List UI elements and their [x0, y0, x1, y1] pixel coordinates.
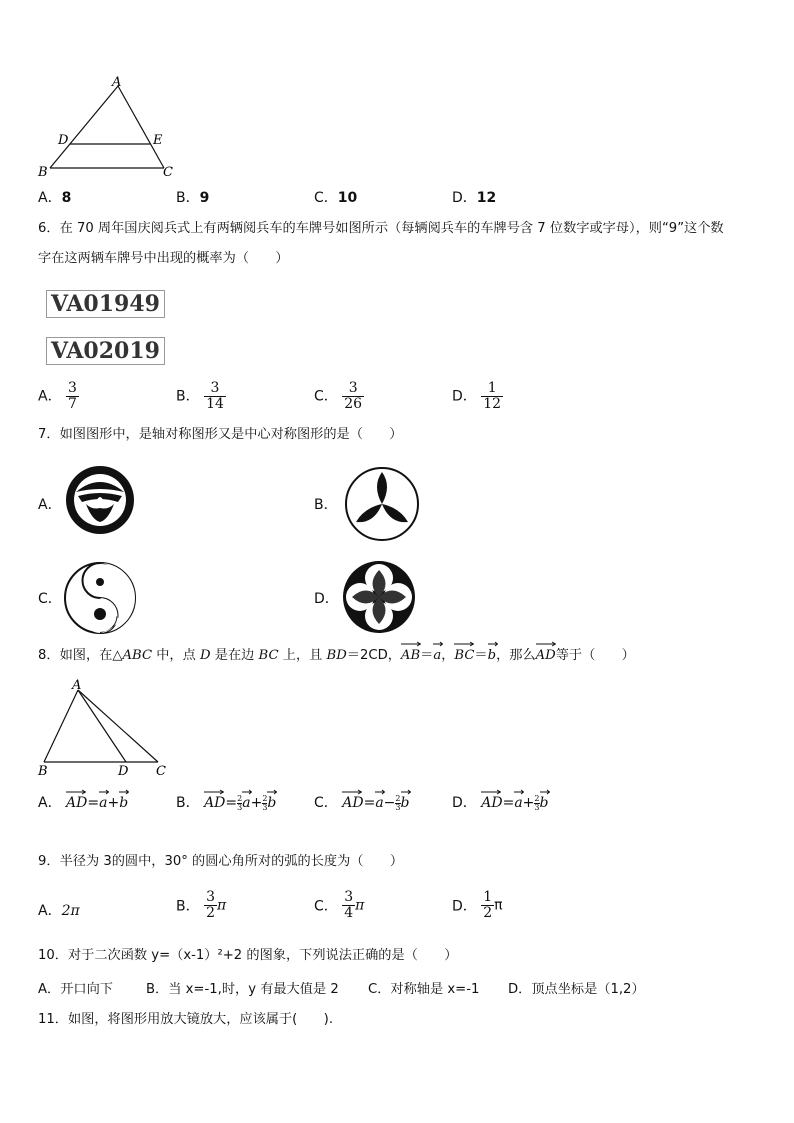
vector-b [119, 795, 128, 811]
option-letter: D． [452, 898, 477, 915]
q5-label-A: A [112, 76, 122, 90]
option-letter: D． [452, 388, 477, 405]
numerator: 2 [262, 793, 268, 803]
triangle-name: ABC [122, 648, 153, 663]
q5-option-a[interactable] [38, 187, 71, 207]
q6-stem-line2: 字在这两辆车牌号中出现的概率为（ ） [38, 251, 289, 266]
q9-stem: 9．半径为 3的圆中，30° 的圆心角所对的弧的长度为（ ） [38, 854, 404, 869]
text: + [522, 795, 535, 811]
option-letter: A． [38, 982, 61, 997]
q10-option-b[interactable] [146, 978, 339, 997]
fraction [481, 381, 503, 412]
option-letter: B． [176, 795, 200, 811]
q8-label-B: B [38, 764, 48, 778]
denominator: 4 [344, 905, 354, 921]
numerator: 1 [487, 380, 497, 396]
vector-b [401, 795, 410, 811]
fraction [342, 890, 355, 921]
vector-a [375, 795, 383, 811]
option-value: 8 [61, 190, 72, 206]
option-letter: D． [452, 190, 477, 206]
numerator: 3 [68, 380, 77, 396]
text: ，那么 [496, 648, 536, 663]
pi-symbol: π [494, 897, 503, 914]
numerator: 3 [348, 380, 358, 396]
option-text: 对称轴是 x=-1 [390, 982, 480, 997]
q7-symbol-b-icon [342, 464, 422, 544]
vector-b [488, 647, 496, 665]
option-value: 2π [61, 903, 80, 919]
text: + [250, 795, 263, 811]
q5-option-b[interactable] [176, 187, 209, 207]
text: ＝ [420, 648, 434, 663]
text: 是在边 [210, 648, 259, 663]
numerator: 3 [344, 889, 354, 905]
option-letter: C． [314, 795, 338, 811]
denominator: 3 [534, 802, 540, 812]
vector-label: b [119, 795, 129, 811]
vector-a [433, 647, 441, 665]
option-text: 开口向下 [60, 982, 113, 997]
q7-option-a[interactable] [38, 494, 62, 514]
q8-option-d[interactable] [452, 792, 548, 812]
vector-label: AD [66, 795, 88, 811]
q9-option-d[interactable] [452, 890, 503, 921]
q8-triangle-figure [34, 678, 174, 778]
q9-option-b[interactable] [176, 890, 226, 921]
denominator: 26 [344, 396, 363, 412]
fraction [204, 381, 226, 412]
vector-label: a [375, 795, 384, 811]
q7-option-b[interactable] [314, 494, 338, 514]
vector-ad [204, 795, 225, 811]
q10-option-d[interactable] [508, 978, 645, 997]
text: 等于（ ） [555, 648, 635, 663]
denominator: 12 [483, 396, 502, 412]
vector-ab [401, 647, 420, 665]
fraction [204, 890, 217, 921]
numerator: 3 [206, 889, 215, 905]
option-letter: D． [452, 795, 477, 811]
text: ， [387, 648, 401, 663]
q7-option-c[interactable] [38, 588, 62, 608]
vector-label: AD [204, 795, 226, 811]
q6-option-a[interactable] [38, 381, 79, 412]
side-bc: BC [258, 648, 279, 663]
option-letter: A． [38, 795, 62, 811]
option-letter: C． [314, 898, 338, 915]
vector-label: b [539, 795, 549, 811]
vector-label: a [242, 795, 251, 811]
q10-option-a[interactable] [38, 978, 113, 997]
vector-bc [454, 647, 474, 665]
vector-a [514, 795, 522, 811]
option-value: 9 [199, 190, 210, 206]
option-letter: B． [314, 497, 338, 513]
text: = [363, 795, 376, 811]
segment-bd: BD [326, 648, 347, 663]
q5-option-d[interactable] [452, 187, 496, 207]
q8-option-a[interactable] [38, 792, 128, 812]
denominator: 2 [483, 905, 493, 921]
vector-b [267, 795, 276, 811]
option-letter: B． [146, 982, 169, 997]
q10-option-c[interactable] [368, 978, 479, 997]
text: 8．如图，在△ [38, 648, 123, 663]
q8-label-A: A [72, 678, 82, 693]
q9-option-a[interactable] [38, 900, 80, 920]
vector-label: b [400, 795, 410, 811]
text: ， [441, 648, 455, 663]
option-letter: C． [38, 591, 62, 607]
vector-ad [536, 647, 556, 665]
denominator: 2 [206, 905, 215, 921]
option-text: 顶点坐标是（1,2） [531, 982, 645, 997]
text: = [225, 795, 238, 811]
q9-option-c[interactable] [314, 890, 364, 921]
q10-stem: 10．对于二次函数 y=（x-1）²+2 的图象，下列说法正确的是（ ） [38, 948, 458, 963]
q5-triangle-figure [32, 76, 182, 182]
option-value: 12 [476, 190, 497, 206]
option-letter: A． [38, 903, 62, 919]
text: − [383, 795, 396, 811]
q6-stem-line1: 6．在 70 周年国庆阅兵式上有两辆阅兵车的车牌号如图所示（每辆阅兵车的车牌号含 7 位数字或字母），则“9”这个数 [38, 221, 724, 236]
q5-label-E: E [153, 133, 163, 148]
vector-ad [66, 795, 87, 811]
q7-yin-yang-icon [62, 560, 138, 636]
text: = [87, 795, 100, 811]
vector-label: a [99, 795, 108, 811]
option-letter: C． [368, 982, 391, 997]
option-letter: C． [314, 190, 338, 206]
vector-label: AD [535, 648, 556, 663]
q5-label-B: B [38, 165, 48, 180]
vector-label: AD [342, 795, 364, 811]
vector-label: BC [454, 648, 475, 663]
text: = [502, 795, 515, 811]
numerator: 2 [237, 793, 243, 803]
q6-option-b[interactable] [176, 381, 226, 412]
q8-label-D: D [118, 764, 129, 778]
vector-b [540, 795, 549, 811]
vector-label: b [487, 648, 497, 663]
option-letter: B． [176, 898, 200, 915]
option-text: 当 x=-1,时，y 有最大值是 2 [168, 982, 339, 997]
option-letter: D． [314, 591, 339, 607]
q6-option-d[interactable] [452, 381, 503, 412]
text: 上，且 [278, 648, 327, 663]
q7-flower-circle-icon [340, 558, 418, 636]
text: 中，点 [152, 648, 200, 663]
vector-label: a [433, 648, 442, 663]
denominator: 3 [262, 802, 268, 812]
q6-option-c[interactable] [314, 381, 364, 412]
fraction [481, 890, 494, 921]
q8-stem [38, 647, 635, 665]
numerator: 2 [395, 793, 401, 803]
pi-symbol: π [355, 897, 365, 914]
vector-label: AD [481, 795, 503, 811]
pi-symbol: π [216, 897, 227, 914]
numerator: 3 [210, 380, 220, 396]
option-letter: A． [38, 497, 62, 513]
vector-a [242, 795, 250, 811]
vector-ad [481, 795, 502, 811]
q7-option-d[interactable] [314, 588, 339, 608]
vector-a [99, 795, 107, 811]
denominator: 7 [68, 396, 77, 412]
fraction [66, 381, 79, 412]
license-plate-2: VA02019 [46, 337, 165, 365]
q8-label-C: C [156, 764, 166, 778]
denominator: 3 [237, 802, 243, 812]
q11-stem: 11．如图，将图形用放大镜放大，应该属于( ). [38, 1012, 334, 1027]
option-letter: C． [314, 388, 338, 405]
fraction [342, 381, 364, 412]
option-letter: D． [508, 982, 532, 997]
option-letter: A． [38, 388, 62, 405]
vector-label: b [267, 795, 277, 811]
denominator: 3 [395, 802, 401, 812]
numerator: 1 [483, 889, 493, 905]
text: ＝ [474, 648, 488, 663]
text: + [107, 795, 120, 811]
denominator: 14 [206, 396, 224, 412]
q5-option-c[interactable] [314, 187, 357, 207]
vector-label: a [514, 795, 523, 811]
q8-option-b[interactable] [176, 792, 276, 812]
option-letter: B． [176, 388, 200, 405]
point-d: D [200, 648, 211, 663]
numerator: 2 [534, 793, 540, 803]
option-value: 10 [337, 190, 358, 206]
q8-option-c[interactable] [314, 792, 409, 812]
license-plate-1: VA01949 [46, 290, 165, 318]
vector-ad [342, 795, 363, 811]
q7-symbol-a-icon [62, 462, 138, 538]
option-letter: A． [38, 190, 62, 206]
q5-label-D: D [58, 133, 69, 148]
q7-stem: 7．如图图形中，是轴对称图形又是中心对称图形的是（ ） [38, 427, 403, 442]
option-letter: B． [176, 190, 200, 206]
text: ＝2CD [346, 648, 388, 663]
q5-label-C: C [163, 165, 173, 180]
vector-label: AB [400, 648, 421, 663]
